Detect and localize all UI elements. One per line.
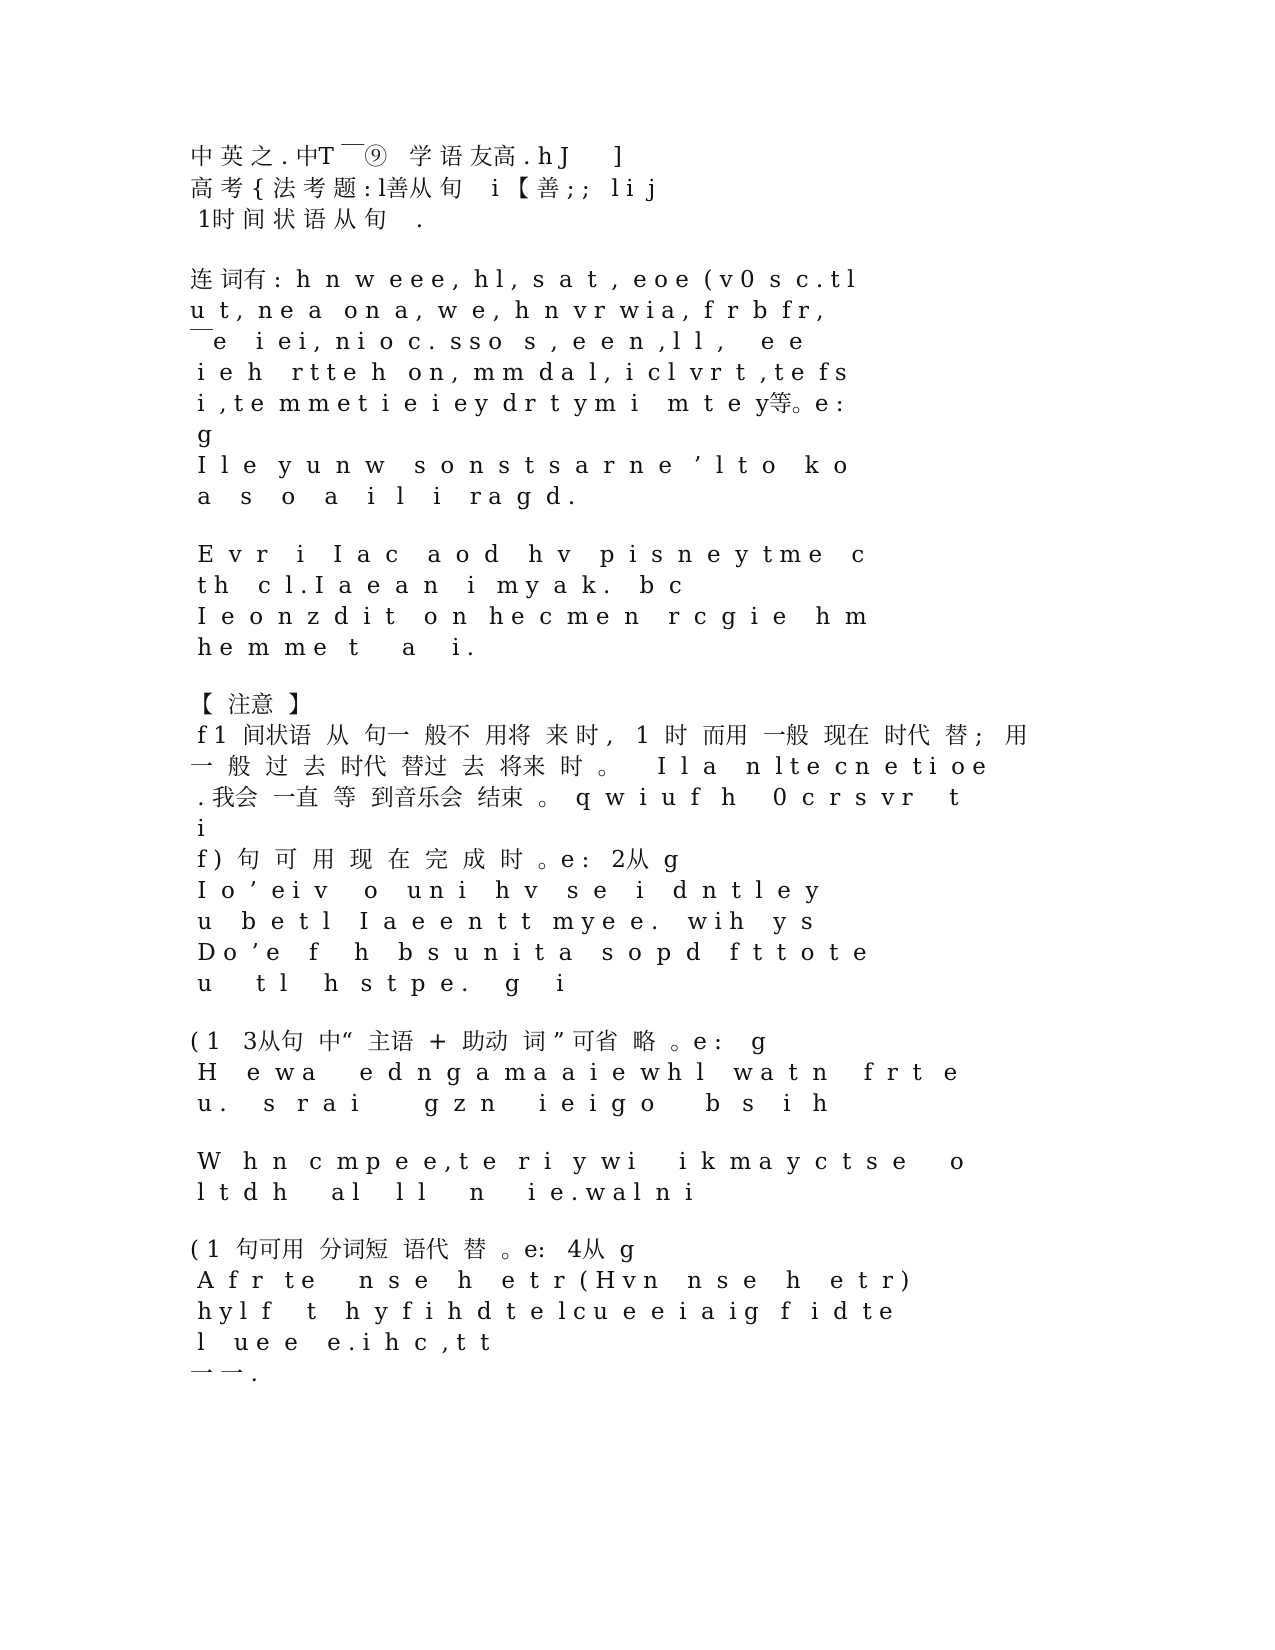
text-line: I l e y u n w s o n s t s a r n e ’ l t o k o xyxy=(190,453,848,479)
title-line-2: 高 考 { 法 考 题 : l善从 旬 i 【 善 ; ; l i j xyxy=(190,176,656,202)
text-line: ￣e i e i , n i o c . s s o s , e e n , l l , e e xyxy=(190,329,803,355)
text-line: h y l f t h y f i h d t e l c u e e i a i g f i d t e xyxy=(190,1299,893,1325)
text-line: H e w a e d n g a m a a i e w h l w a t n f r t e xyxy=(190,1060,958,1086)
text-line: l t d h a l l l n i e . w a l n i xyxy=(190,1180,693,1206)
text-line: i e h r t t e h o n , m m d a l , i c l v r t , t e f s xyxy=(190,360,847,386)
text-line: 一 般 过 去 时代 替过 去 将来 时 。 I l a n l t e c n e t i o e xyxy=(190,754,986,780)
text-line: f 1 间状语 从 句一 般不 用将 来 时 , 1 时 而用 一般 现在 时代 替 ; 用 xyxy=(190,723,1028,749)
text-line: t h c l . I a e a n i m y a k . b c xyxy=(190,573,682,599)
note-heading: 【 注意 】 xyxy=(190,692,312,718)
section-heading: 1时 间 状 语 从 旬 . xyxy=(190,207,424,233)
text-line: h e m m e t a i . xyxy=(190,635,475,661)
text-line: I e o n z d i t o n h e c m e n r c g i e h m xyxy=(190,604,867,630)
text-line: g xyxy=(190,422,213,448)
text-line: u b e t l I a e e n t t m y e e . w i h y s xyxy=(190,909,813,935)
text-line: I o ’ e i v o u n i h v s e i d n t l e y xyxy=(190,878,819,904)
text-line: i , t e m m e t i e i e y d r t y m i m t e y等。e : xyxy=(190,391,844,417)
text-line: u t l h s t p e . g i xyxy=(190,971,564,997)
text-line: W h n c m p e e , t e r i y w i i k m a y c t s e o xyxy=(190,1149,964,1175)
text-line: E v r i I a c a o d h v p i s n e y t m e c xyxy=(190,542,865,568)
text-line: i xyxy=(190,816,205,842)
text-line: f ) 句 可 用 现 在 完 成 时 。e : 2从 g xyxy=(190,847,679,873)
text-line: 连 词有 : h n w e e e , h l , s a t , e o e ( v 0 s c . t l xyxy=(190,267,855,293)
text-line: A f r t e n s e h e t r ( H v n n s e h e t r ) xyxy=(190,1268,910,1294)
title-line-1: 中 英 之 . 中T ￣⑨ 学 语 友高 . h J ] xyxy=(190,144,622,170)
text-line: ( 1 3从句 中“ 主语 + 助动 词 ” 可省 略 。e : g xyxy=(190,1029,766,1055)
text-line: D o ’ e f h b s u n i t a s o p d f t t o t e xyxy=(190,940,867,966)
text-line: u t , n e a o n a , w e , h n v r w i a , f r b f r , xyxy=(190,298,824,324)
text-line: 一 一 . xyxy=(190,1361,258,1387)
text-line: a s o a i l i r a g d . xyxy=(190,484,576,510)
text-line: l u e e e . i h c , t t xyxy=(190,1330,490,1356)
text-line: . 我会 一直 等 到音乐会 结束 。 q w i u f h 0 c r s v r t xyxy=(190,785,959,811)
text-line: u . s r a i g z n i e i g o b s i h xyxy=(190,1091,828,1117)
text-line: ( 1 句可用 分词短 语代 替 。e: 4从 g xyxy=(190,1237,635,1263)
